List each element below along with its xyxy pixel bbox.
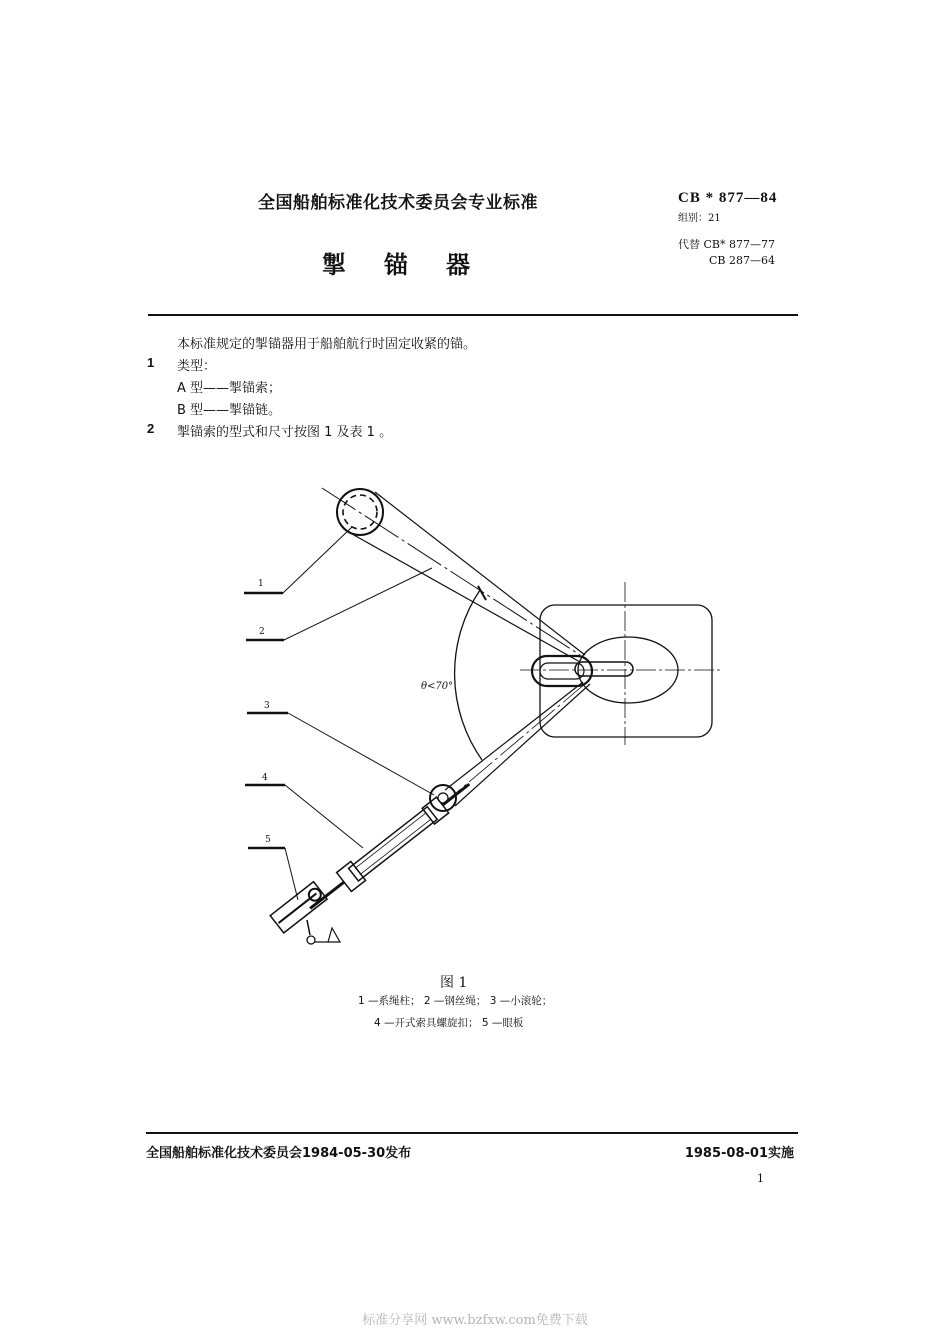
page-number: 1 <box>757 1172 764 1185</box>
effective-date: 1985-08-01实施 <box>684 1146 794 1161</box>
type-a-text: A 型——掣锚索； <box>177 381 282 396</box>
section-number: 2 <box>147 421 155 436</box>
org-title: 全国船舶标准化技术委员会专业标准 <box>258 193 538 213</box>
replaces-label: 代替 <box>678 238 700 251</box>
angle-label: θ<70° <box>421 681 454 692</box>
document-title: 掣锚器 <box>322 251 508 279</box>
callout-2: 2 <box>259 627 265 637</box>
footer-rule <box>146 1132 798 1134</box>
header-rule <box>148 314 798 316</box>
watermark: 标准分享网 www.bzfxw.com免费下载 <box>362 1313 588 1328</box>
replaces-item: CB 287—64 <box>709 254 775 267</box>
figure-anchor-stopper-diagram <box>230 475 730 965</box>
section-text: 掣锚索的型式和尺寸按图 1 及表 1 。 <box>177 425 393 440</box>
issue-date: 全国船舶标准化技术委员会1984-05-30发布 <box>146 1146 412 1161</box>
type-b-text: B 型——掣锚链。 <box>177 403 282 418</box>
callout-1: 1 <box>258 579 264 589</box>
section-number: 1 <box>147 355 155 370</box>
intro-paragraph: 本标准规定的掣锚器用于船舶航行时固定收紧的锚。 <box>177 337 477 352</box>
callout-5: 5 <box>265 835 271 845</box>
group-label: 组别：21 <box>678 213 721 224</box>
section-text: 类型： <box>177 359 217 374</box>
callout-3: 3 <box>264 701 270 711</box>
figure-legend-line: 4 —开式索具螺旋扣； 5 —眼板 <box>374 1017 524 1029</box>
callout-4: 4 <box>262 773 268 783</box>
replaces-block <box>678 237 775 269</box>
figure-legend-line: 1 —系绳柱； 2 —钢丝绳； 3 —小滚轮； <box>358 995 553 1007</box>
replaces-item: CB* 877—77 <box>703 238 775 251</box>
figure-caption: 图 1 <box>440 975 468 991</box>
standard-code: CB * 877—84 <box>678 190 778 206</box>
